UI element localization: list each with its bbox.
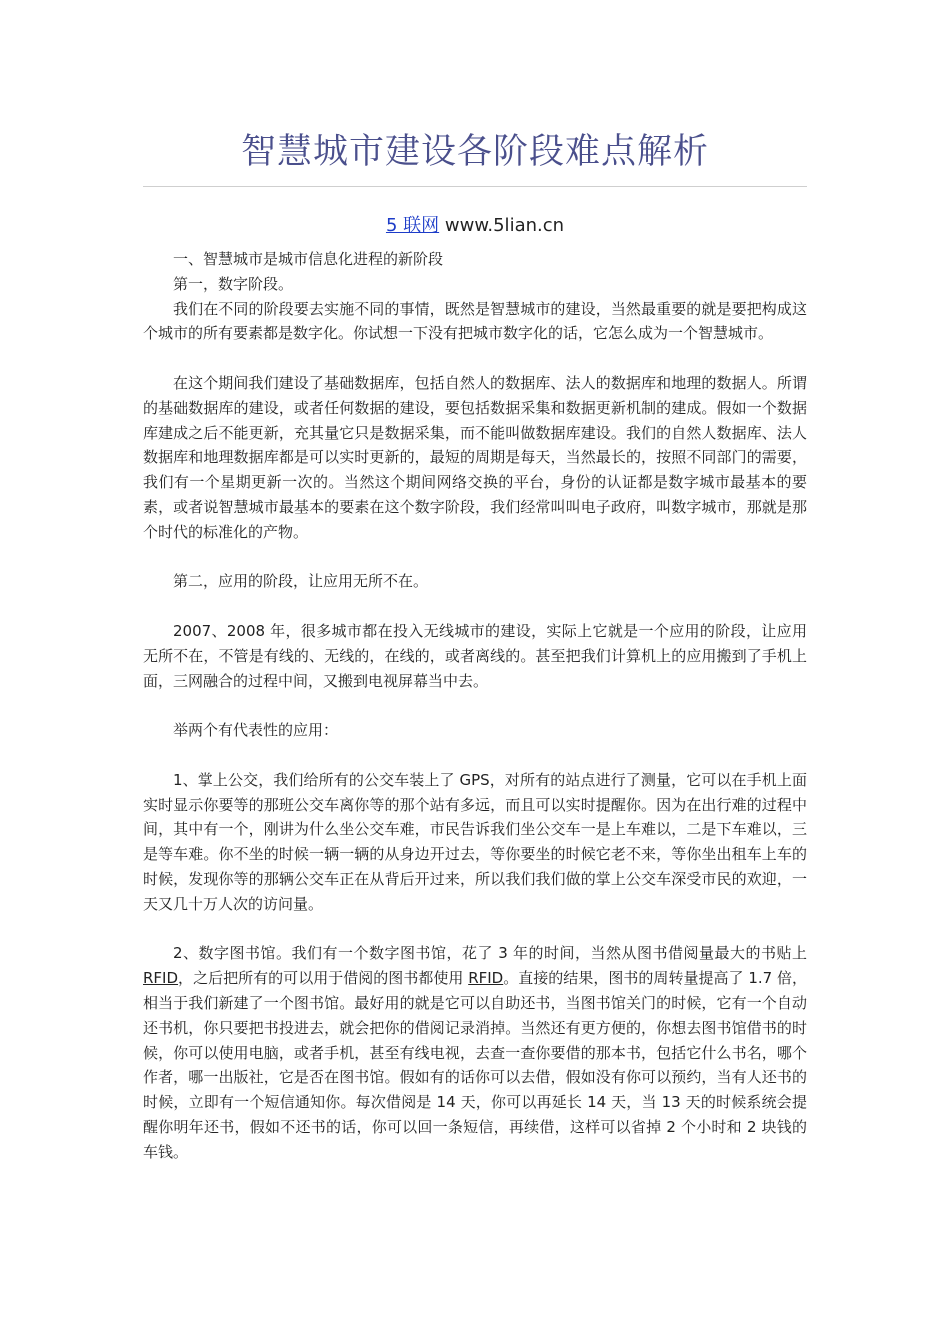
source-url: www.5lian.cn (444, 215, 565, 236)
rfid-link[interactable]: RFID (143, 969, 179, 988)
paragraph (143, 941, 807, 1164)
paragraph-text: 。直接的结果，图书的周转量提高了 1.7 倍，相当于我们新建了一个图书馆。最好用的就是它可以自助还书，当图书馆关门的时候，它有一个自动还书机，你只要把书投进去，就会把你的借阅记录消掉。当然还有更方便的，你想去图书馆借书的时候，你可以使用电脑，或者手机，甚至有线电视，去查一查你要借的那本书，包括它什么书名，哪个作者，哪一出版社，它是否在图书馆。假如有的话你可以去借，假如没有你可以预约，当有人还书的时候，立即有一个短信通知你。每次借阅是 14 天，你可以再延长 14 天，当 13 天的时候系统会提醒你明年还书，假如不还书的话，你可以回一条短信，再续借，这样可以省掉 2 个小时和 2 块钱的车钱。 (143, 969, 807, 1161)
paragraph: 在这个期间我们建设了基础数据库，包括自然人的数据库、法人的数据库和地理的数据人。所谓的基础数据库的建设，或者任何数据的建设，要包括数据采集和数据更新机制的建成。假如一个数据库建成之后不能更新，充其量它只是数据采集，而不能叫做数据库建设。我们的自然人数据库、法人数据库和地理数据库都是可以实时更新的，最短的周期是每天，当然最长的，按照不同部门的需要，我们有一个星期更新一次的。当然这个期间网络交换的平台，身份的认证都是数字城市最基本的要素，或者说智慧城市最基本的要素在这个数字阶段，我们经常叫叫电子政府，叫数字城市，那就是那个时代的标准化的产物。 (143, 373, 807, 541)
article-body (143, 247, 807, 1164)
document-title: 智慧城市建设各阶段难点解析 (240, 132, 709, 172)
paragraph-text: ，之后把所有的可以用于借阅的图书都使用 (178, 969, 469, 988)
document-page (143, 0, 807, 1164)
title-divider (143, 186, 807, 187)
subsection-heading: 第一，数字阶段。 (173, 274, 294, 293)
paragraph-text: 2、数字图书馆。我们有一个数字图书馆，花了 3 年的时间，当然从图书借阅量最大的书贴上 (173, 944, 807, 963)
section-heading: 一、智慧城市是城市信息化进程的新阶段 (173, 250, 444, 268)
source-link[interactable]: 5 联网 (385, 215, 440, 236)
paragraph: 举两个有代表性的应用： (173, 721, 339, 740)
rfid-link[interactable]: RFID (468, 969, 504, 988)
subsection-heading: 第二，应用的阶段，让应用无所不在。 (173, 572, 429, 591)
source-line (143, 213, 807, 239)
paragraph: 1、掌上公交，我们给所有的公交车装上了 GPS，对所有的站点进行了测量，它可以在手机上面实时显示你要等的那班公交车离你等的那个站有多远，而且可以实时提醒你。因为在出行难的过程中间，其中有一个，刚讲为什么坐公交车难，市民告诉我们坐公交车一是上车难以，二是下车难以，三是等车难。你不坐的时候一辆一辆的从身边开过去，等你要坐的时候它老不来，等你坐出租车上车的时候，发现你等的那辆公交车正在从背后开过来，所以我们我们做的掌上公交车深受市民的欢迎，一天又几十万人次的访问量。 (143, 770, 807, 913)
paragraph: 2007、2008 年，很多城市都在投入无线城市的建设，实际上它就是一个应用的阶段，让应用无所不在，不管是有线的、无线的，在线的，或者离线的。甚至把我们计算机上的应用搬到了手机上面，三网融合的过程中间，又搬到电视屏幕当中去。 (143, 621, 807, 690)
paragraph: 我们在不同的阶段要去实施不同的事情，既然是智慧城市的建设，当然最重要的就是要把构成这个城市的所有要素都是数字化。你试想一下没有把城市数字化的话，它怎么成为一个智慧城市。 (143, 299, 807, 343)
